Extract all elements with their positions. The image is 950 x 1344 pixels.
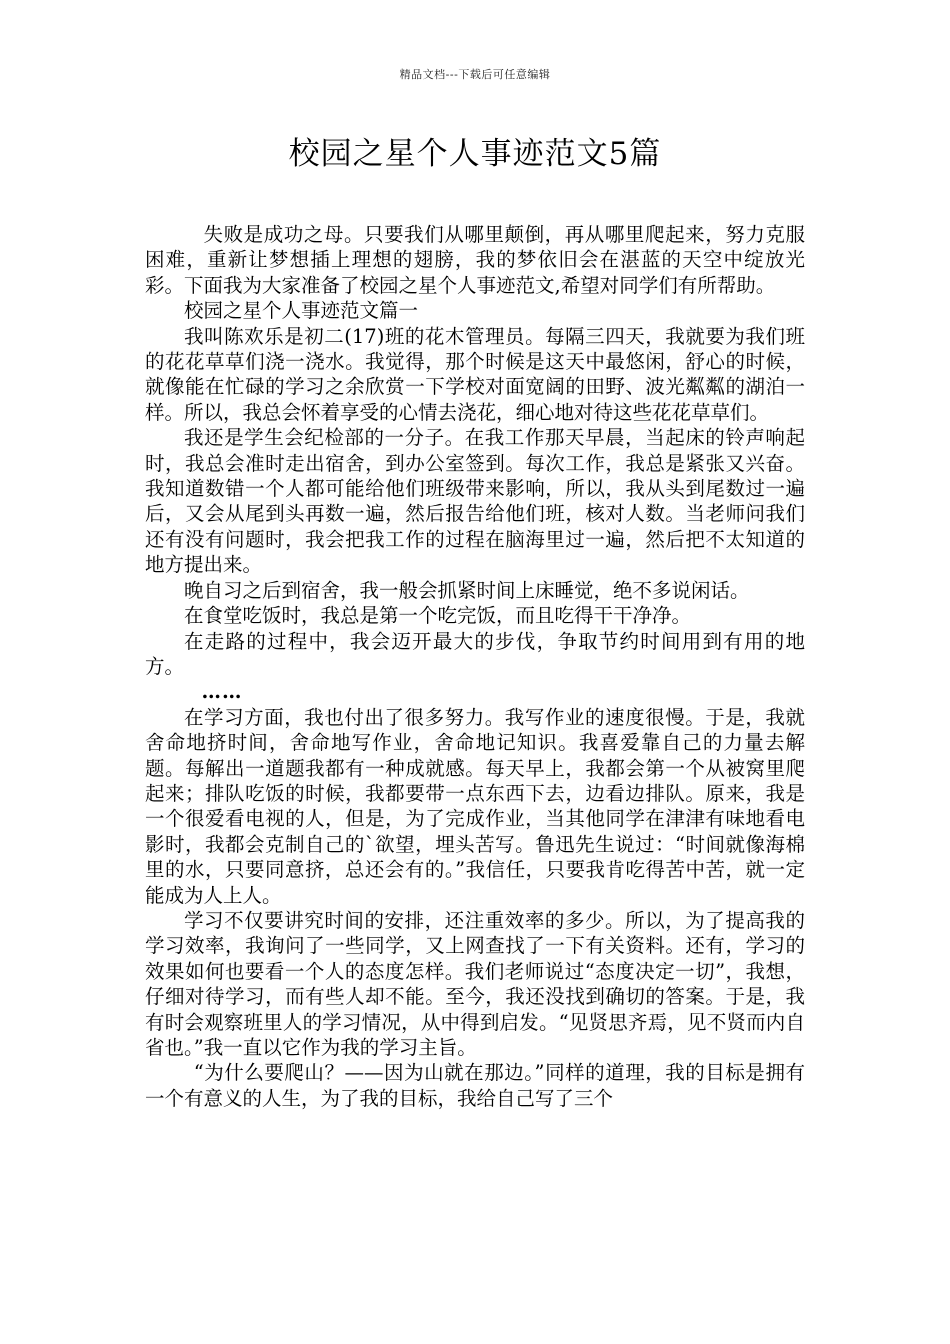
- body-paragraph: 我还是学生会纪检部的一分子。在我工作那天早晨，当起床的铃声响起时，我总会准时走出宿舍，到办公室签到。每次工作，我总是紧张又兴奋。我知道数错一个人都可能给他们班级带来影响，所以，我从头到尾数过一遍后，又会从尾到头再数一遍，然后报告给他们班，核对人数。当老师问我们还有没有问题时，我会把我工作的过程在脑海里过一遍，然后把不太知道的地方提出来。: [145, 426, 805, 577]
- document-body: [145, 222, 805, 1111]
- document-title: 校园之星个人事迹范文5篇: [288, 136, 662, 172]
- section-heading: 校园之星个人事迹范文篇一: [184, 299, 419, 323]
- body-paragraph: 学习不仅要讲究时间的安排，还注重效率的多少。所以，为了提高我的学习效率，我询问了一些同学，又上网查找了一下有关资料。还有，学习的效果如何也要看一个人的态度怎样。我们老师说过“态度决定一切”，我想，仔细对待学习，而有些人却不能。至今，我还没找到确切的答案。于是，我有时会观察班里人的学习情况，从中得到启发。“见贤思齐焉，见不贤而内自省也。”我一直以它作为我的学习主旨。: [145, 908, 805, 1059]
- header-note: 精品文档---下载后可任意编辑: [399, 68, 551, 81]
- body-paragraph: “为什么要爬山？——因为山就在那边。”同样的道理，我的目标是拥有一个有意义的人生，为了我的目标，我给自己写了三个: [145, 1061, 805, 1110]
- body-paragraph: 晚自习之后到宿舍，我一般会抓紧时间上床睡觉，绝不多说闲话。: [184, 578, 750, 602]
- intro-paragraph: 失败是成功之母。只要我们从哪里颠倒，再从哪里爬起来，努力克服困难，重新让梦想插上理想的翅膀，我的梦依旧会在湛蓝的天空中绽放光彩。下面我为大家准备了校园之星个人事迹范文,希望对同学们有所帮助。: [145, 223, 805, 297]
- body-paragraph: 我叫陈欢乐是初二(17)班的花木管理员。每隔三四天，我就要为我们班的花花草草们浇一浇水。我觉得，那个时候是这天中最悠闲，舒心的时候，就像能在忙碌的学习之余欣赏一下学校对面宽阔的田野、波光粼粼的湖泊一样。所以，我总会怀着享受的心情去浇花，细心地对待这些花花草草们。: [145, 324, 805, 424]
- body-paragraph: 在走路的过程中，我会迈开最大的步伐，争取节约时间用到有用的地方。: [145, 629, 805, 678]
- body-paragraph: 在食堂吃饭时，我总是第一个吃完饭，而且吃得干干净净。: [184, 604, 692, 628]
- body-paragraph: 在学习方面，我也付出了很多努力。我写作业的速度很慢。于是，我就舍命地挤时间，舍命地写作业，舍命地记知识。我喜爱靠自己的力量去解题。每解出一道题我都有一种成就感。每天早上，我都会第一个从被窝里爬起来；排队吃饭的时候，我都要带一点东西下去，边看边排队。原来，我是一个很爱看电视的人，但是，为了完成作业，当其他同学在津津有味地看电影时，我都会克制自己的`欲望，埋头苦写。鲁迅先生说过：“时间就像海棉里的水，只要同意挤，总还会有的。”我信任，只要我肯吃得苦中苦，就一定能成为人上人。: [145, 705, 805, 907]
- ellipsis-line: ……: [201, 680, 243, 704]
